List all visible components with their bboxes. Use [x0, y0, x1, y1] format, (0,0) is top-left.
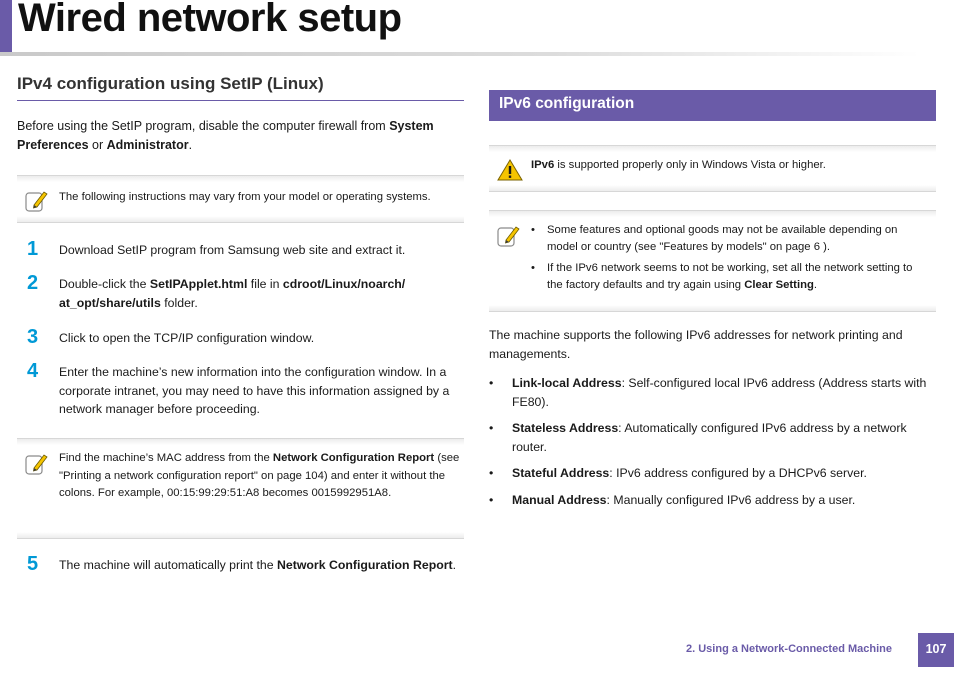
- warning-text: [531, 157, 936, 175]
- note-item-text: If the IPv6 network seems to not be working, set all the network setting to the factory defaults and try again using: [547, 262, 913, 291]
- page-number: 107: [918, 633, 954, 667]
- step-text: [59, 363, 464, 419]
- page-title: Wired network setup: [18, 0, 402, 40]
- step-number: 1: [27, 238, 39, 260]
- address-type: Manual Address: [512, 492, 607, 507]
- note-item-text: Some features and optional goods may not be available depending on model or country (see "Features by models" on page 6 ).: [547, 224, 898, 253]
- ipv4-section-heading: IPv4 configuration using SetIP (Linux): [17, 74, 464, 101]
- note-text: [59, 450, 464, 503]
- left-column: [17, 74, 464, 575]
- ipv4-intro: [17, 117, 464, 155]
- intro-text: or: [88, 138, 107, 152]
- step-text: [59, 275, 464, 312]
- step-number: 3: [27, 326, 39, 348]
- step-bold-path: cdroot/Linux/noarch/ at_opt/share/utils: [59, 277, 406, 310]
- warning-text-segment: is supported properly only in Windows Vista or higher.: [554, 159, 826, 171]
- note-box-ipv6: [489, 210, 936, 312]
- step-text-segment: Enter the machine’s new information into the configuration window. In a corporate intranet, you may need to have this information assigned by a network manager before proceeding.: [59, 365, 450, 416]
- address-item-stateful: [489, 464, 936, 483]
- address-description: : Manually configured IPv6 address by a user.: [606, 492, 856, 507]
- step-number: 2: [27, 272, 39, 294]
- intro-bold-administrator: Administrator: [106, 138, 189, 152]
- ipv6-section-heading: IPv6 configuration: [489, 90, 936, 121]
- note-box-mac-address: [17, 438, 464, 539]
- step-bold-filename: SetIPApplet.html: [149, 277, 248, 291]
- ipv6-address-list: [489, 374, 936, 509]
- title-divider: [0, 52, 920, 56]
- step-text-segment: file in: [247, 277, 283, 291]
- address-type: Link-local Address: [512, 376, 622, 390]
- note-pencil-icon: [23, 451, 49, 477]
- address-type: Stateless Address: [512, 421, 619, 435]
- note-item-text: .: [813, 278, 818, 291]
- step-text-segment: .: [452, 558, 457, 572]
- step-text: [59, 556, 464, 575]
- note-text-segment: (see "Printing a network configuration report" on page 104) and enter it without the colons. For example, 00:15:99:29:51:A8 becomes 0015992951A8.: [59, 452, 460, 499]
- intro-text: Before using the SetIP program, disable the computer firewall from: [17, 119, 390, 133]
- note-list-item: [531, 260, 931, 293]
- note-pencil-icon: [495, 223, 521, 249]
- note-pencil-icon: [23, 188, 49, 214]
- step-text-segment: Download SetIP program from Samsung web site and extract it.: [59, 243, 406, 257]
- step-text: [59, 329, 464, 348]
- address-description: : IPv6 address configured by a DHCPv6 server.: [609, 466, 867, 480]
- note-list: [531, 222, 931, 293]
- intro-text: .: [188, 138, 193, 152]
- step-bold-report: Network Configuration Report: [277, 558, 453, 572]
- address-item-manual: [489, 491, 936, 510]
- address-item-link-local: [489, 374, 936, 411]
- address-description: : Self-configured local IPv6 address (Address starts with FE80).: [512, 376, 927, 409]
- note-list-item: [531, 222, 931, 255]
- step-number: 5: [27, 553, 39, 575]
- warning-bold-ipv6: IPv6: [531, 159, 555, 171]
- step-text-segment: Double-click the: [59, 277, 150, 291]
- note-text-segment: Find the machine’s MAC address from the: [59, 452, 273, 464]
- warning-box-ipv6: [489, 145, 936, 192]
- title-accent-bar: [0, 0, 12, 52]
- note-bold-clear-setting: Clear Setting: [744, 278, 814, 291]
- note-text: The following instructions may vary from your model or operating systems.: [59, 191, 431, 203]
- step-text-segment: folder.: [160, 295, 198, 310]
- footer-chapter-link[interactable]: 2. Using a Network-Connected Machine: [686, 643, 892, 655]
- step-text: [59, 241, 464, 260]
- ipv6-intro: The machine supports the following IPv6 addresses for network printing and managements.: [489, 328, 903, 361]
- step-text-segment: The machine will automatically print the: [59, 558, 278, 572]
- address-item-stateless: [489, 419, 936, 456]
- note-box-instructions: [17, 175, 464, 223]
- warning-triangle-icon: [497, 158, 523, 182]
- address-type: Stateful Address: [512, 466, 610, 480]
- address-description: : Automatically configured IPv6 address by a network router.: [512, 421, 907, 454]
- step-text-segment: Click to open the TCP/IP configuration window.: [59, 331, 315, 345]
- step-number: 4: [27, 360, 39, 382]
- note-bold-report: Network Configuration Report: [272, 452, 435, 464]
- intro-bold-system-preferences: System Preferences: [17, 119, 434, 152]
